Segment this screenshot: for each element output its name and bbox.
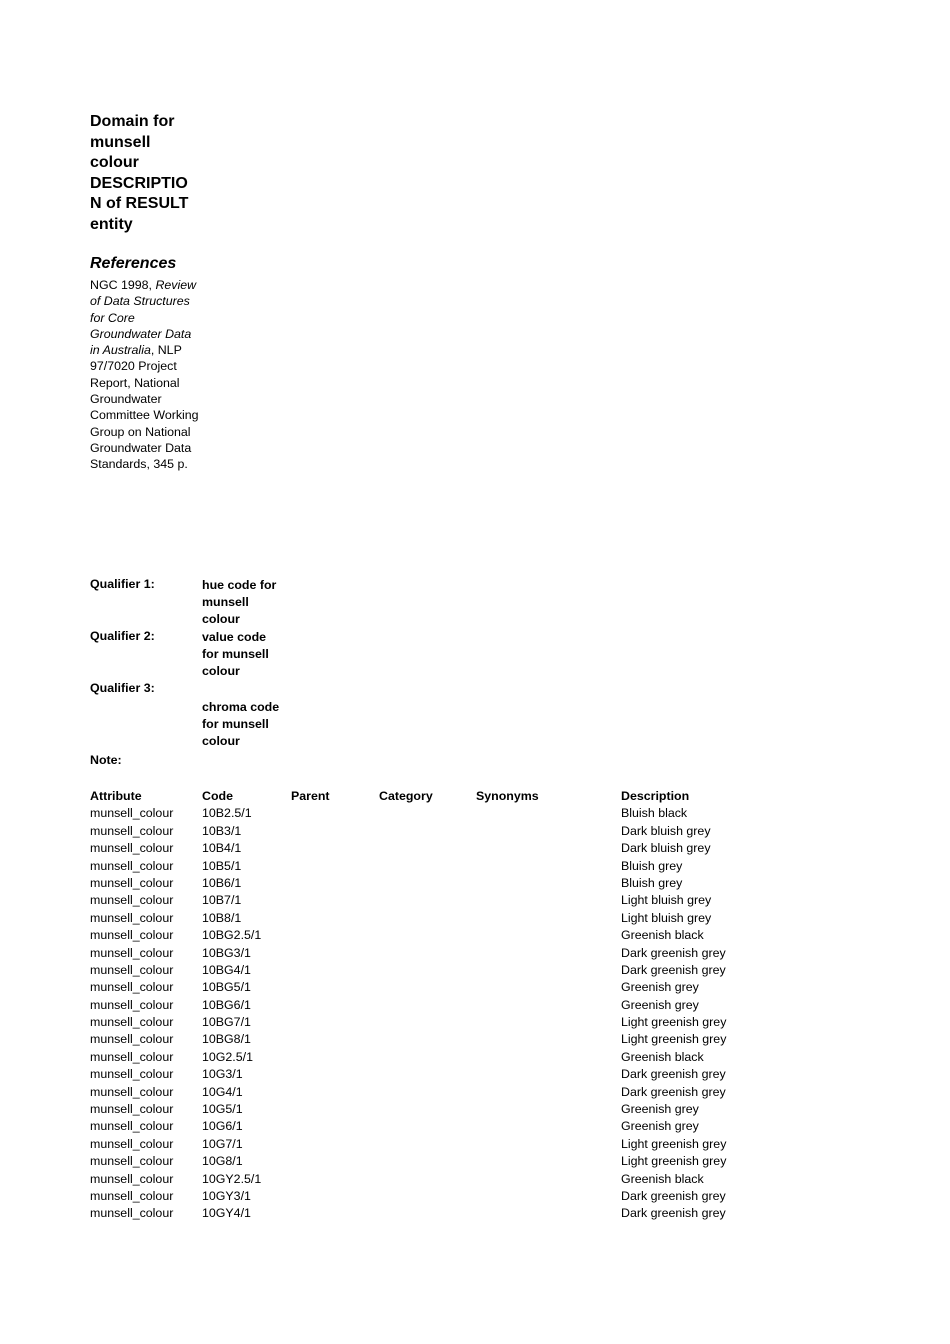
table-row [88,1014,771,1031]
attribute-cell: munsell_colour [90,841,174,856]
references-text [90,277,202,473]
parent-cell [289,1205,377,1222]
table-row [88,892,771,909]
references-heading: References [90,255,177,272]
description-cell: Light bluish grey [621,893,712,908]
parent-cell [289,1014,377,1031]
code-cell: 10GY2.5/1 [202,1171,262,1186]
attribute-cell: munsell_colour [90,1119,174,1134]
description-cell: Dark greenish grey [621,1188,726,1203]
code-cell: 10G4/1 [202,1084,243,1099]
table-row [88,910,771,927]
description-cell: Greenish grey [621,1119,699,1134]
category-cell [377,1153,474,1170]
category-cell [377,1118,474,1135]
code-cell: 10BG8/1 [202,1032,251,1047]
synonyms-cell [474,875,619,892]
parent-cell [289,858,377,875]
synonyms-cell [474,823,619,840]
code-cell: 10B8/1 [202,910,242,925]
parent-cell [289,1066,377,1083]
attribute-cell: munsell_colour [90,910,174,925]
synonyms-cell [474,805,619,822]
synonyms-cell [474,1205,619,1222]
parent-cell [289,1031,377,1048]
column-header-attribute: Attribute [90,789,142,803]
reference-author-year: NGC 1998, [90,278,156,292]
description-cell: Bluish grey [621,875,683,890]
qualifier-1-value: hue code for munsell colour [202,578,277,626]
note-label: Note: [90,753,122,767]
code-cell: 10G8/1 [202,1154,243,1169]
synonyms-cell [474,1084,619,1101]
parent-cell [289,805,377,822]
code-cell: 10B2.5/1 [202,806,252,821]
attribute-cell: munsell_colour [90,1136,174,1151]
description-cell: Light greenish grey [621,1015,727,1030]
attribute-cell: munsell_colour [90,823,174,838]
synonyms-cell [474,910,619,927]
synonyms-cell [474,997,619,1014]
description-cell: Dark greenish grey [621,1084,726,1099]
synonyms-cell [474,1066,619,1083]
synonyms-cell [474,1031,619,1048]
code-cell: 10G6/1 [202,1119,243,1134]
parent-cell [289,1171,377,1188]
code-cell: 10BG4/1 [202,962,251,977]
attribute-cell: munsell_colour [90,875,174,890]
attribute-cell: munsell_colour [90,962,174,977]
reference-details: , NLP 97/7020 Project Report, National Groundwater Committee Working Group on National Groundwater Data Standards, 345 p. [90,343,199,472]
table-row [88,805,771,822]
category-cell [377,1205,474,1222]
synonyms-cell [474,979,619,996]
qualifier-1-label: Qualifier 1: [90,577,155,591]
attribute-cell: munsell_colour [90,1032,174,1047]
attribute-cell: munsell_colour [90,1015,174,1030]
table-row [88,1084,771,1101]
attribute-cell: munsell_colour [90,858,174,873]
synonyms-cell [474,1153,619,1170]
code-cell: 10GY3/1 [202,1188,251,1203]
description-cell: Bluish grey [621,858,683,873]
category-cell [377,1084,474,1101]
code-cell: 10B3/1 [202,823,242,838]
table-row [88,979,771,996]
parent-cell [289,1136,377,1153]
reference-work-title: Review of Data Structures for Core Groundwater Data in Australia [90,278,197,358]
parent-cell [289,1188,377,1205]
category-cell [377,910,474,927]
table-row [88,1136,771,1153]
parent-cell [289,927,377,944]
category-cell [377,1049,474,1066]
code-cell: 10BG2.5/1 [202,928,262,943]
attribute-cell: munsell_colour [90,928,174,943]
column-header-category: Category [379,789,433,803]
attribute-cell: munsell_colour [90,1067,174,1082]
attribute-cell: munsell_colour [90,1171,174,1186]
category-cell [377,1188,474,1205]
description-cell: Dark greenish grey [621,945,726,960]
attribute-cell: munsell_colour [90,1188,174,1203]
table-row [88,945,771,962]
category-cell [377,979,474,996]
column-header-description: Description [621,789,690,803]
category-cell [377,945,474,962]
table-row [88,997,771,1014]
qualifier-2-label: Qualifier 2: [90,629,155,643]
description-cell: Light greenish grey [621,1136,727,1151]
qualifier-3-label: Qualifier 3: [90,681,155,695]
table-row [88,1101,771,1118]
category-cell [377,927,474,944]
table-row [88,962,771,979]
synonyms-cell [474,1188,619,1205]
table-row [88,1171,771,1188]
code-cell: 10G2.5/1 [202,1049,253,1064]
description-cell: Light greenish grey [621,1032,727,1047]
attribute-cell: munsell_colour [90,997,174,1012]
code-cell: 10B7/1 [202,893,242,908]
column-header-code: Code [202,789,233,803]
description-cell: Light bluish grey [621,910,712,925]
description-cell: Greenish grey [621,980,699,995]
description-cell: Dark greenish grey [621,962,726,977]
description-cell: Dark greenish grey [621,1206,726,1221]
synonyms-cell [474,945,619,962]
code-cell: 10BG5/1 [202,980,251,995]
category-cell [377,1101,474,1118]
category-cell [377,1066,474,1083]
code-cell: 10B4/1 [202,841,242,856]
code-cell: 10B5/1 [202,858,242,873]
code-cell: 10BG7/1 [202,1015,251,1030]
synonyms-cell [474,1118,619,1135]
synonyms-cell [474,1101,619,1118]
table-row [88,875,771,892]
description-cell: Greenish grey [621,1102,699,1117]
parent-cell [289,1084,377,1101]
code-cell: 10G5/1 [202,1102,243,1117]
synonyms-cell [474,927,619,944]
description-cell: Greenish black [621,1171,704,1186]
description-cell: Greenish black [621,1049,704,1064]
table-row [88,823,771,840]
category-cell [377,875,474,892]
column-header-synonyms: Synonyms [476,789,539,803]
category-cell [377,840,474,857]
parent-cell [289,979,377,996]
page-title: Domain for munsell colour DESCRIPTIO N of RESULT entity [90,113,189,233]
column-header-parent: Parent [291,789,330,803]
parent-cell [289,962,377,979]
attribute-cell: munsell_colour [90,806,174,821]
category-cell [377,1014,474,1031]
qualifier-2-value: value code for munsell colour [202,630,269,678]
table-row [88,1188,771,1205]
category-cell [377,858,474,875]
category-cell [377,1031,474,1048]
description-cell: Light greenish grey [621,1154,727,1169]
parent-cell [289,910,377,927]
attribute-cell: munsell_colour [90,1102,174,1117]
synonyms-cell [474,858,619,875]
parent-cell [289,1153,377,1170]
synonyms-cell [474,962,619,979]
parent-cell [289,875,377,892]
table-row [88,840,771,857]
attribute-cell: munsell_colour [90,893,174,908]
attribute-cell: munsell_colour [90,945,174,960]
table-body [88,805,771,1222]
table-row [88,1031,771,1048]
description-cell: Greenish black [621,928,704,943]
category-cell [377,1136,474,1153]
synonyms-cell [474,1171,619,1188]
attribute-cell: munsell_colour [90,1154,174,1169]
category-cell [377,823,474,840]
munsell-colour-code-table [88,788,771,1223]
code-cell: 10B6/1 [202,875,242,890]
code-cell: 10G7/1 [202,1136,243,1151]
table-row [88,1118,771,1135]
parent-cell [289,1049,377,1066]
attribute-cell: munsell_colour [90,1206,174,1221]
description-cell: Bluish black [621,806,688,821]
attribute-cell: munsell_colour [90,980,174,995]
code-cell: 10GY4/1 [202,1206,251,1221]
synonyms-cell [474,1014,619,1031]
parent-cell [289,997,377,1014]
parent-cell [289,823,377,840]
qualifier-3-value: chroma code for munsell colour [202,700,280,748]
synonyms-cell [474,840,619,857]
table-row [88,1049,771,1066]
category-cell [377,892,474,909]
category-cell [377,805,474,822]
synonyms-cell [474,1136,619,1153]
synonyms-cell [474,1049,619,1066]
code-cell: 10BG3/1 [202,945,251,960]
parent-cell [289,892,377,909]
description-cell: Greenish grey [621,997,699,1012]
parent-cell [289,1101,377,1118]
table-row [88,1066,771,1083]
category-cell [377,1171,474,1188]
synonyms-cell [474,892,619,909]
category-cell [377,997,474,1014]
code-cell: 10G3/1 [202,1067,243,1082]
table-row [88,1153,771,1170]
description-cell: Dark bluish grey [621,823,711,838]
table-header-row [88,788,771,805]
parent-cell [289,1118,377,1135]
description-cell: Dark greenish grey [621,1067,726,1082]
table-row [88,858,771,875]
table-row [88,1205,771,1222]
attribute-cell: munsell_colour [90,1049,174,1064]
parent-cell [289,840,377,857]
parent-cell [289,945,377,962]
code-cell: 10BG6/1 [202,997,251,1012]
table-row [88,927,771,944]
category-cell [377,962,474,979]
attribute-cell: munsell_colour [90,1084,174,1099]
description-cell: Dark bluish grey [621,841,711,856]
